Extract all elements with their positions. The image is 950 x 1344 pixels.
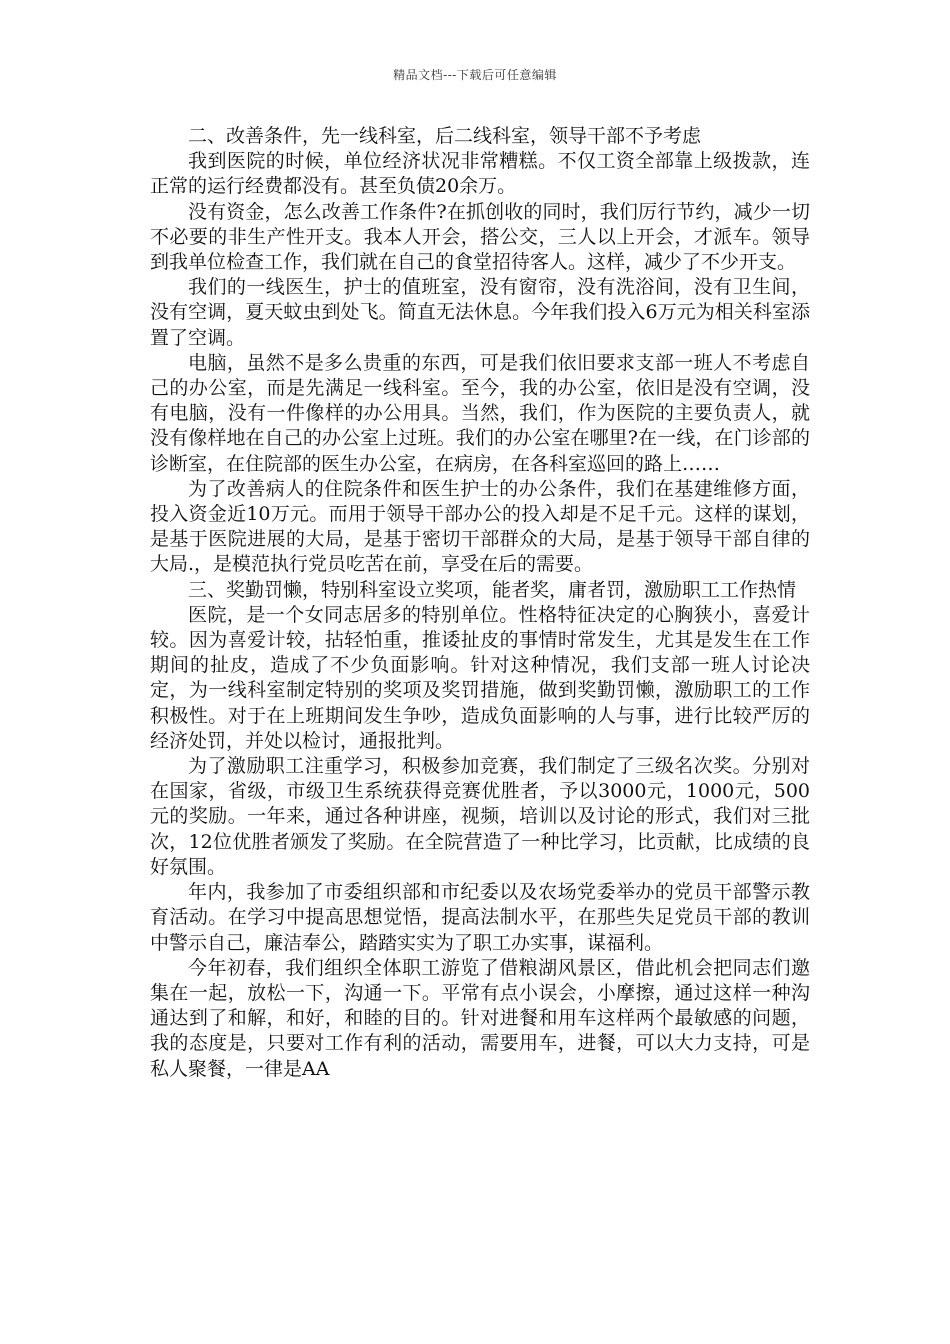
paragraph: 我到医院的时候，单位经济状况非常糟糕。不仅工资全部靠上级拨款，连正常的运行经费都没有。甚至负债20余万。 [150, 150, 810, 198]
document-body [150, 124, 810, 1082]
paragraph: 今年初春，我们组织全体职工游览了借粮湖风景区，借此机会把同志们邀集在一起，放松一下，沟通一下。平常有点小误会，小摩擦，通过这样一种沟通达到了和解，和好，和睦的目的。针对进餐和用车这样两个最敏感的问题，我的态度是，只要对工作有利的活动，需要用车，进餐，可以大力支持，可是私人聚餐，一律是AA [150, 956, 810, 1080]
page-header: 精品文档---下载后可任意编辑 [393, 68, 557, 82]
paragraph: 电脑，虽然不是多么贵重的东西，可是我们依旧要求支部一班人不考虑自己的办公室，而是先满足一线科室。至今，我的办公室，依旧是没有空调，没有电脑，没有一件像样的办公用具。当然，我们，作为医院的主要负责人，就没有像样地在自己的办公室上过班。我们的办公室在哪里?在一线，在门诊部的诊断室，在住院部的医生办公室，在病房，在各科室巡回的路上…… [150, 351, 810, 475]
section-heading-2: 二、改善条件，先一线科室，后二线科室，领导干部不予考虑 [188, 125, 702, 147]
paragraph: 我们的一线医生，护士的值班室，没有窗帘，没有洗浴间，没有卫生间，没有空调，夏天蚊虫到处飞。简直无法休息。今年我们投入6万元为相关科室添置了空调。 [150, 276, 810, 349]
section-heading-3: 三、奖勤罚懒，特别科室设立奖项，能者奖，庸者罚，激励职工工作热情 [188, 578, 797, 601]
paragraph: 没有资金，怎么改善工作条件?在抓创收的同时，我们厉行节约，减少一切不必要的非生产性开支。我本人开会，搭公交，三人以上开会，才派车。领导到我单位检查工作，我们就在自己的食堂招待客人。这样，减少了不少开支。 [150, 200, 810, 274]
paragraph: 医院，是一个女同志居多的特别单位。性格特征决定的心胸狭小，喜爱计较。因为喜爱计较，拈轻怕重，推诿扯皮的事情时常发生，尤其是发生在工作期间的扯皮，造成了不少负面影响。针对这种情况，我们支部一班人讨论决定，为一线科室制定特别的奖项及奖罚措施，做到奖勤罚懒，激励职工的工作积极性。对于在上班期间发生争吵，造成负面影响的人与事，进行比较严厉的经济处罚，并处以检讨，通报批判。 [150, 603, 810, 752]
paragraph: 为了改善病人的住院条件和医生护士的办公条件，我们在基建维修方面，投入资金近10万元。而用于领导干部办公的投入却是不足千元。这样的谋划，是基于医院进展的大局，是基于密切干部群众的大局，是基于领导干部自律的大局.，是模范执行党员吃苦在前，享受在后的需要。 [150, 477, 810, 576]
paragraph: 年内，我参加了市委组织部和市纪委以及农场党委举办的党员干部警示教育活动。在学习中提高思想觉悟，提高法制水平，在那些失足党员干部的教训中警示自己，廉洁奉公，踏踏实实为了职工办实事，谋福利。 [150, 881, 810, 954]
paragraph: 为了激励职工注重学习，积极参加竞赛，我们制定了三级名次奖。分别对在国家，省级，市级卫生系统获得竞赛优胜者，予以3000元，1000元，500元的奖励。一年来，通过各种讲座，视频，培训以及讨论的形式，我们对三批次，12位优胜者颁发了奖励。在全院营造了一种比学习，比贡献，比成绩的良好氛围。 [150, 755, 810, 878]
